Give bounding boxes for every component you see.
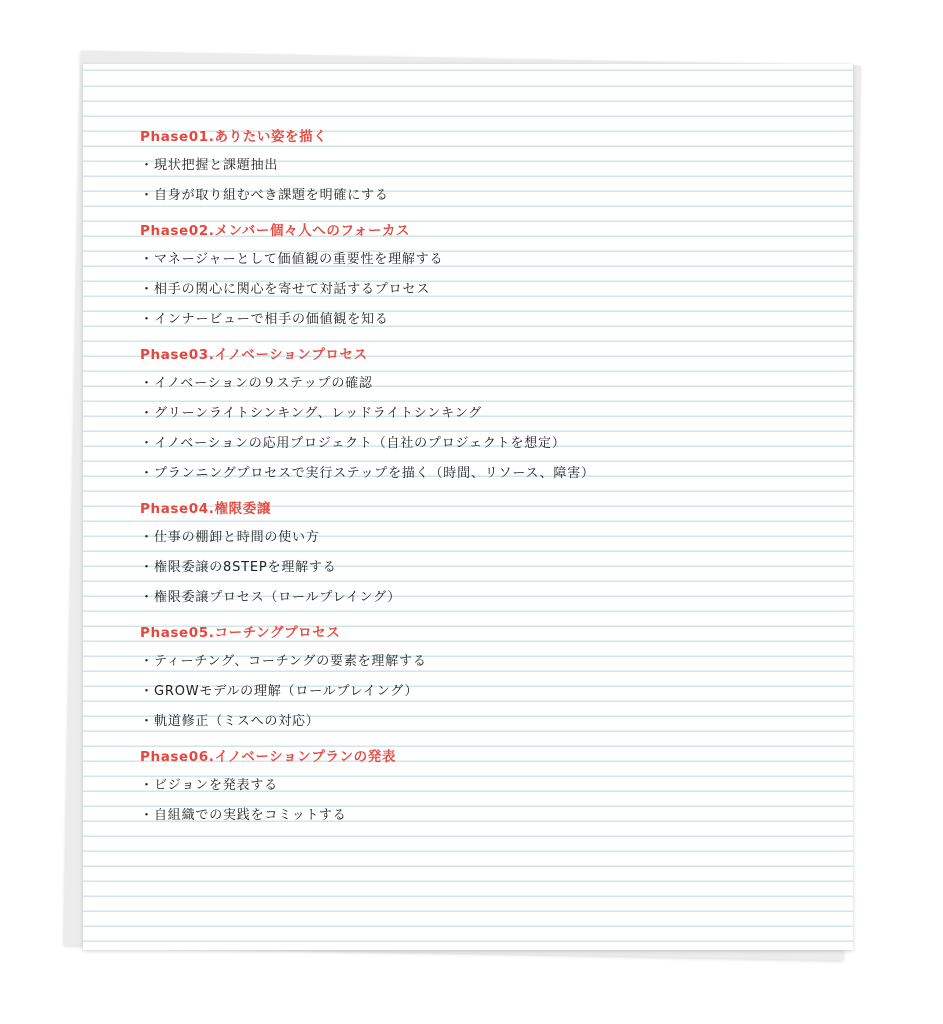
list-item-text: 自身が取り組むべき課題を明確にする — [154, 188, 389, 203]
bullet: ・ — [140, 808, 154, 823]
bullet: ・ — [140, 252, 154, 267]
bullet: ・ — [140, 376, 154, 391]
bullet: ・ — [140, 312, 154, 327]
list-item-text: マネージャーとして価値観の重要性を理解する — [154, 252, 444, 267]
list-item-text: 相手の関心に関心を寄せて対話するプロセス — [154, 282, 431, 297]
list-item — [140, 184, 840, 208]
bullet: ・ — [140, 436, 154, 451]
list-item — [140, 154, 840, 178]
list-item-text: GROWモデルの理解（ロールプレイング） — [154, 684, 419, 699]
phase-01 — [140, 126, 840, 208]
list-item — [140, 556, 840, 580]
bullet: ・ — [140, 778, 154, 793]
bullet: ・ — [140, 560, 154, 575]
list-item-text: 仕事の棚卸と時間の使い方 — [154, 530, 320, 545]
phase-02 — [140, 220, 840, 332]
bullet: ・ — [140, 188, 154, 203]
bullet: ・ — [140, 158, 154, 173]
list-item-text: ビジョンを発表する — [154, 778, 278, 793]
list-item-text: 自組織での実践をコミットする — [154, 808, 347, 823]
list-item — [140, 308, 840, 332]
phase-list — [140, 126, 840, 840]
phase-title: Phase01.ありたい姿を描く — [140, 129, 328, 145]
list-item — [140, 278, 840, 302]
list-item-text: イノベーションの９ステップの確認 — [154, 376, 373, 391]
bullet: ・ — [140, 684, 154, 699]
list-item — [140, 650, 840, 674]
phase-06 — [140, 746, 840, 828]
bullet: ・ — [140, 466, 154, 481]
phase-title: Phase04.権限委譲 — [140, 501, 271, 517]
list-item — [140, 680, 840, 704]
bullet: ・ — [140, 530, 154, 545]
list-item-text: 現状把握と課題抽出 — [154, 158, 279, 173]
list-item — [140, 372, 840, 396]
phase-03 — [140, 344, 840, 486]
list-item — [140, 402, 840, 426]
list-item — [140, 432, 840, 456]
list-item-text: 権限委譲の8STEPを理解する — [154, 560, 337, 575]
list-item-text: 軌道修正（ミスへの対応） — [154, 714, 320, 729]
list-item — [140, 586, 840, 610]
phase-title: Phase06.イノベーションプランの発表 — [140, 749, 396, 765]
list-item — [140, 526, 840, 550]
list-item-text: 権限委譲プロセス（ロールプレイング） — [154, 590, 402, 605]
list-item-text: ティーチング、コーチングの要素を理解する — [154, 654, 427, 669]
list-item-text: イノベーションの応用プロジェクト（自社のプロジェクトを想定） — [154, 436, 566, 451]
list-item — [140, 462, 840, 486]
phase-05 — [140, 622, 840, 734]
bullet: ・ — [140, 406, 154, 421]
bullet: ・ — [140, 714, 154, 729]
phase-title: Phase05.コーチングプロセス — [140, 625, 341, 641]
lined-paper — [83, 64, 853, 950]
list-item — [140, 774, 840, 798]
list-item — [140, 804, 840, 828]
list-item-text: インナービューで相手の価値観を知る — [154, 312, 389, 327]
list-item-text: プランニングプロセスで実行ステップを描く（時間、リソース、障害） — [154, 466, 595, 481]
list-item — [140, 248, 840, 272]
phase-title: Phase02.メンバー個々人へのフォーカス — [140, 223, 411, 239]
list-item-text: グリーンライトシンキング、レッドライトシンキング — [154, 406, 483, 421]
bullet: ・ — [140, 282, 154, 297]
phase-04 — [140, 498, 840, 610]
list-item — [140, 710, 840, 734]
bullet: ・ — [140, 590, 154, 605]
bullet: ・ — [140, 654, 154, 669]
phase-title: Phase03.イノベーションプロセス — [140, 347, 368, 363]
